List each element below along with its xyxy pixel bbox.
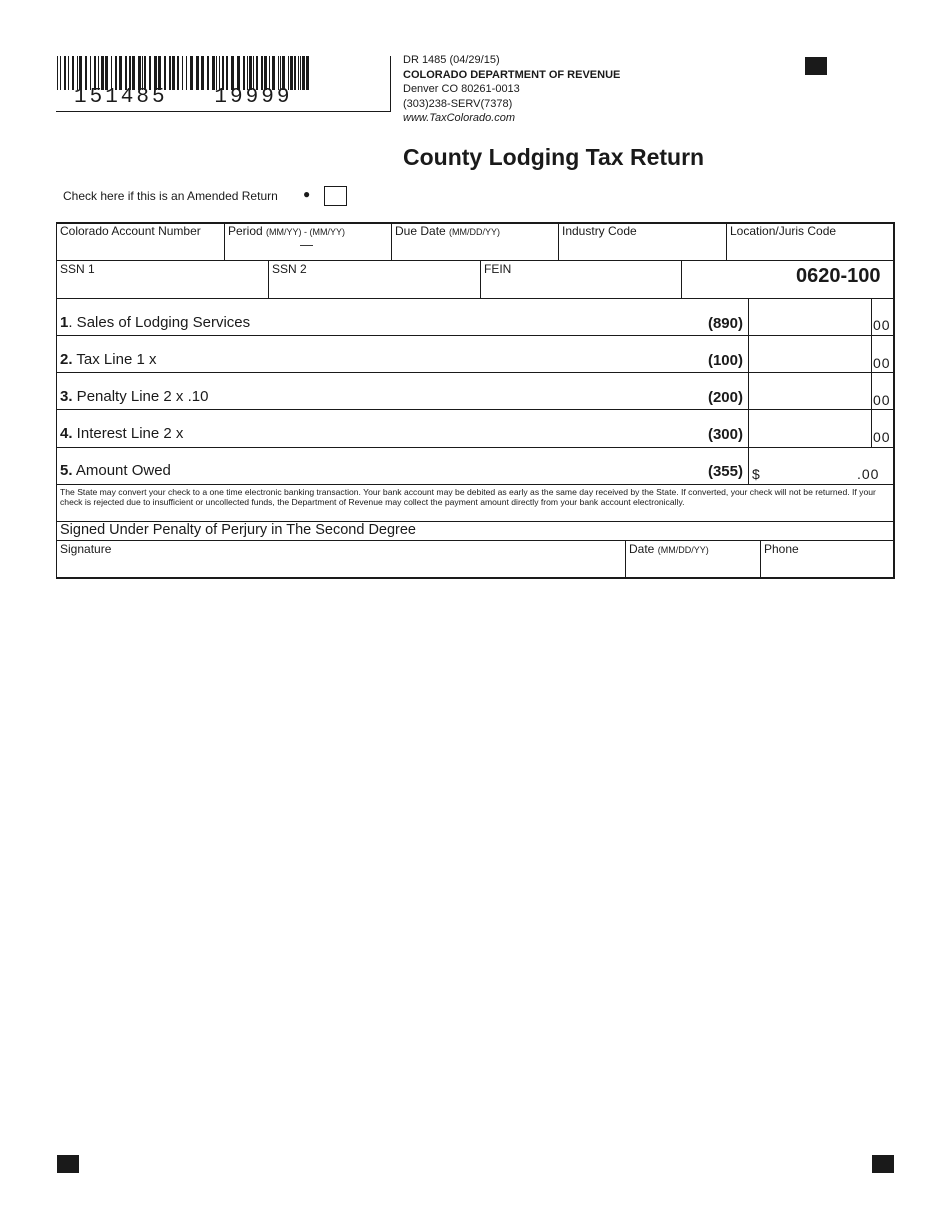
barcode-bar: [64, 56, 66, 90]
form-right-border: [893, 222, 895, 579]
barcode-bar: [57, 56, 58, 90]
barcode-bar: [72, 56, 74, 90]
line-1-label: [60, 314, 250, 331]
barcode-bar: [207, 56, 209, 90]
barcode-bar: [290, 56, 293, 90]
barcode-bar: [231, 56, 234, 90]
due-date-format: (MM/DD/YY): [449, 227, 501, 237]
line-5-number: 5.: [60, 462, 73, 479]
barcode-bar: [196, 56, 199, 90]
barcode-bar: [172, 56, 175, 90]
line-divider: [56, 484, 895, 485]
line-5-code: (355): [707, 463, 743, 480]
account-number-label: Colorado Account Number: [60, 224, 201, 238]
phone-field[interactable]: [760, 541, 893, 577]
barcode-bar: [125, 56, 127, 90]
amended-return-checkbox[interactable]: [324, 186, 347, 206]
ssn2-label: SSN 2: [272, 262, 307, 276]
line-4-amount-input[interactable]: [749, 410, 871, 447]
line-2-label: [60, 351, 156, 368]
barcode-bar: [101, 56, 104, 90]
department-website[interactable]: www.TaxColorado.com: [403, 112, 516, 124]
industry-code-label: Industry Code: [562, 224, 637, 238]
barcode-bar: [282, 56, 285, 90]
line-3-code: (200): [707, 389, 743, 406]
barcode: [57, 56, 309, 90]
location-code-label: Location/Juris Code: [730, 224, 837, 238]
line-1-code: (890): [707, 315, 743, 332]
registration-mark-bottom-left: [57, 1155, 79, 1173]
department-block: [403, 53, 620, 126]
barcode-bar: [77, 56, 78, 90]
line-4-number: 4.: [60, 425, 73, 442]
barcode-bar: [186, 56, 187, 90]
barcode-bar: [177, 56, 179, 90]
header-divider: [390, 56, 391, 112]
line-5-label: [60, 462, 171, 479]
divider: [681, 261, 682, 298]
form-code: 0620-100: [796, 265, 881, 287]
amended-bullet-icon: ●: [303, 187, 311, 201]
barcode-bar: [219, 56, 220, 90]
industry-code-field[interactable]: [558, 223, 726, 260]
barcode-bar: [144, 56, 146, 90]
registration-mark-bottom-right: [872, 1155, 894, 1173]
barcode-bar: [119, 56, 122, 90]
cents-column-left: [871, 298, 872, 448]
payment-disclaimer: The State may convert your check to a one time electronic banking transaction. Your bank account may be debited as early as the same day received by the State. If converted, your check will not be returned. If your check is rejected due to insufficient or uncollected funds, the Department of Revenue may collect the payment amount directly from your bank account electronically.: [60, 487, 876, 507]
barcode-bar: [85, 56, 87, 90]
line-2-cents: 00: [873, 355, 891, 371]
barcode-bar: [298, 56, 299, 90]
barcode-bar: [294, 56, 296, 90]
barcode-bar: [272, 56, 275, 90]
line-2-number: 2.: [60, 351, 73, 368]
line-3-cents: 00: [873, 392, 891, 408]
barcode-bar: [190, 56, 193, 90]
barcode-bar: [158, 56, 161, 90]
barcode-bar: [237, 56, 240, 90]
barcode-bar: [212, 56, 215, 90]
barcode-bar: [98, 56, 99, 90]
perjury-statement: Signed Under Penalty of Perjury in The Second Degree: [60, 522, 417, 538]
line-1-cents: 00: [873, 317, 891, 333]
barcode-bar: [154, 56, 157, 90]
location-code-field[interactable]: [726, 223, 893, 260]
line-3-number: 3.: [60, 388, 73, 405]
department-phone: (303)238-SERV(7378): [403, 97, 513, 110]
department-city: Denver CO 80261-0013: [403, 83, 520, 95]
line-4-cents: 00: [873, 429, 891, 445]
barcode-bar: [243, 56, 245, 90]
department-name: COLORADO DEPARTMENT OF REVENUE: [403, 68, 621, 81]
barcode-bar: [132, 56, 135, 90]
ssn2-field[interactable]: [268, 261, 480, 298]
barcode-bar: [115, 56, 117, 90]
period-label: [228, 224, 345, 238]
line-1-amount-input[interactable]: [749, 299, 871, 335]
line-5-dollar-sign: $: [752, 466, 760, 482]
signature-label: Signature: [60, 542, 112, 556]
period-field[interactable]: [224, 223, 391, 260]
barcode-bar: [216, 56, 217, 90]
period-format: (MM/YY) - (MM/YY): [266, 227, 346, 237]
barcode-bar: [68, 56, 69, 90]
ssn1-label: SSN 1: [60, 262, 95, 276]
barcode-bar: [222, 56, 224, 90]
barcode-bar: [60, 56, 61, 90]
barcode-bar: [105, 56, 108, 90]
fein-field[interactable]: [480, 261, 681, 298]
signature-date-field[interactable]: [625, 541, 760, 577]
barcode-bar: [79, 56, 82, 90]
barcode-bar: [306, 56, 309, 90]
registration-mark-top-right: [805, 57, 827, 75]
barcode-bar: [149, 56, 151, 90]
line-1-sep: .: [68, 314, 73, 331]
line-2-text: Tax Line 1 x: [72, 351, 157, 368]
barcode-bar: [269, 56, 270, 90]
line-3-text: Penalty Line 2 x .10: [72, 388, 209, 405]
signature-field[interactable]: [56, 541, 625, 577]
barcode-bar: [261, 56, 263, 90]
period-dash: —: [300, 237, 313, 252]
form-bottom-border: [56, 577, 895, 579]
barcode-digits: 151485 19999: [74, 86, 293, 109]
barcode-bar: [94, 56, 96, 90]
ssn1-field[interactable]: [56, 261, 268, 298]
barcode-bar: [278, 56, 279, 90]
barcode-bar: [249, 56, 252, 90]
barcode-bar: [164, 56, 166, 90]
line-5-cents: .00: [857, 466, 880, 482]
barcode-bar: [256, 56, 258, 90]
signature-date-label: [629, 542, 709, 556]
line-3-amount-input[interactable]: [749, 373, 871, 409]
amended-return-label: Check here if this is an Amended Return: [63, 189, 278, 203]
barcode-bar: [169, 56, 171, 90]
barcode-underline: [56, 111, 390, 112]
due-date-label: [395, 224, 500, 238]
date-format: (MM/DD/YY): [657, 545, 709, 555]
barcode-bar: [302, 56, 305, 90]
line-1-text: Sales of Lodging Services: [72, 314, 251, 331]
due-date-field[interactable]: [391, 223, 558, 260]
line-1-number: 1: [60, 314, 69, 331]
form-number: DR 1485 (04/29/15): [403, 54, 500, 66]
line-5-text: Amount Owed: [72, 462, 171, 479]
fein-label: FEIN: [484, 262, 512, 276]
barcode-bar: [226, 56, 228, 90]
barcode-bar: [300, 56, 301, 90]
barcode-bar: [111, 56, 112, 90]
line-2-amount-input[interactable]: [749, 336, 871, 372]
date-label-text: Date: [629, 542, 655, 556]
barcode-bar: [288, 56, 289, 90]
period-label-text: Period: [228, 224, 263, 238]
barcode-bar: [129, 56, 131, 90]
barcode-bar: [90, 56, 91, 90]
barcode-bar: [142, 56, 143, 90]
barcode-bar: [138, 56, 141, 90]
barcode-bar: [280, 56, 281, 90]
account-number-field[interactable]: [56, 223, 224, 260]
phone-label: Phone: [764, 542, 799, 556]
barcode-bar: [201, 56, 204, 90]
form-title: County Lodging Tax Return: [403, 144, 705, 170]
line-4-code: (300): [707, 426, 743, 443]
line-2-code: (100): [707, 352, 743, 369]
line-3-label: [60, 388, 208, 405]
barcode-bar: [253, 56, 254, 90]
due-date-label-text: Due Date: [395, 224, 446, 238]
barcode-bar: [264, 56, 267, 90]
line-4-label: [60, 425, 183, 442]
barcode-bar: [247, 56, 248, 90]
barcode-bar: [182, 56, 183, 90]
line-4-text: Interest Line 2 x: [72, 425, 184, 442]
